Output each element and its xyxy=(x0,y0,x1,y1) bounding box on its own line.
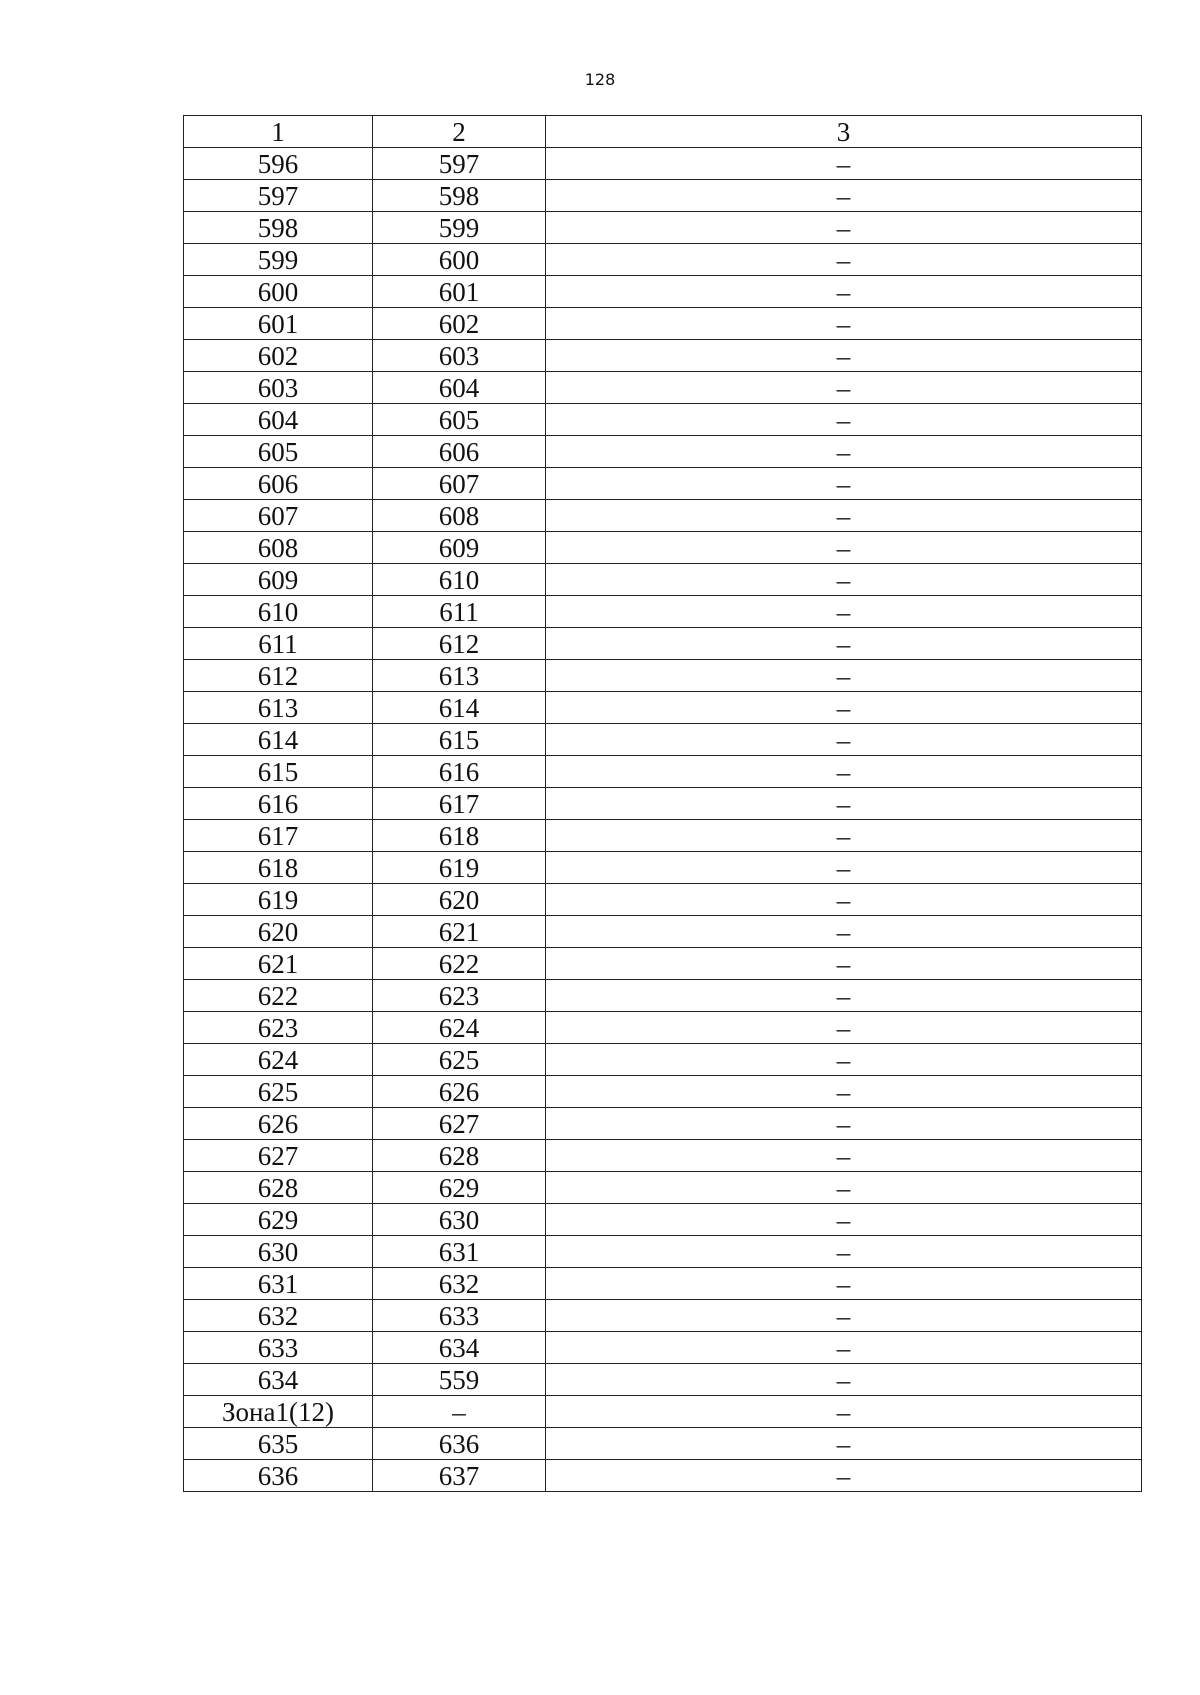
table-row xyxy=(184,532,1142,564)
table-cell-col-1: 598 xyxy=(184,212,373,244)
table-cell-col-3: – xyxy=(546,1236,1142,1268)
table-cell-col-3: – xyxy=(546,1172,1142,1204)
table-cell-col-1: 614 xyxy=(184,724,373,756)
table-row xyxy=(184,756,1142,788)
table-cell-col-2: 622 xyxy=(373,948,546,980)
table-cell-col-2: 628 xyxy=(373,1140,546,1172)
table-cell-col-3: – xyxy=(546,244,1142,276)
table-row xyxy=(184,980,1142,1012)
table-body xyxy=(184,148,1142,1492)
table-cell-col-1: 612 xyxy=(184,660,373,692)
table-cell-col-2: 605 xyxy=(373,404,546,436)
table-cell-col-3: – xyxy=(546,212,1142,244)
table-cell-col-3: – xyxy=(546,1204,1142,1236)
table-cell-col-1: 634 xyxy=(184,1364,373,1396)
table-cell-col-2: 617 xyxy=(373,788,546,820)
table-cell-col-2: 599 xyxy=(373,212,546,244)
table-cell-col-2: 619 xyxy=(373,852,546,884)
table-cell-col-2: 610 xyxy=(373,564,546,596)
table-cell-col-2: 624 xyxy=(373,1012,546,1044)
table-row xyxy=(184,916,1142,948)
table-row xyxy=(184,1332,1142,1364)
table-cell-col-3: – xyxy=(546,1332,1142,1364)
table-cell-col-2: 598 xyxy=(373,180,546,212)
table-cell-col-3: – xyxy=(546,852,1142,884)
table-row xyxy=(184,1076,1142,1108)
table-cell-col-3: – xyxy=(546,692,1142,724)
table-cell-col-1: 606 xyxy=(184,468,373,500)
table-cell-col-2: 559 xyxy=(373,1364,546,1396)
table-header-row xyxy=(184,116,1142,148)
table-cell-col-2: 601 xyxy=(373,276,546,308)
table-row xyxy=(184,180,1142,212)
table-row xyxy=(184,1108,1142,1140)
table-cell-col-1: 610 xyxy=(184,596,373,628)
table-row xyxy=(184,468,1142,500)
table-cell-col-1: 628 xyxy=(184,1172,373,1204)
table-row xyxy=(184,1044,1142,1076)
table-cell-col-1: 618 xyxy=(184,852,373,884)
table-row xyxy=(184,1300,1142,1332)
table-row xyxy=(184,660,1142,692)
table-row xyxy=(184,1428,1142,1460)
table-row xyxy=(184,948,1142,980)
table-cell-col-2: 606 xyxy=(373,436,546,468)
table-cell-col-1: 624 xyxy=(184,1044,373,1076)
page-number: 128 xyxy=(584,70,616,89)
table-cell-col-3: – xyxy=(546,500,1142,532)
table-cell-col-2: 625 xyxy=(373,1044,546,1076)
table-cell-col-3: – xyxy=(546,1012,1142,1044)
table-cell-col-3: – xyxy=(546,308,1142,340)
table-cell-col-1: 622 xyxy=(184,980,373,1012)
table-cell-col-1: 605 xyxy=(184,436,373,468)
table-cell-col-1: 597 xyxy=(184,180,373,212)
table-cell-col-3: – xyxy=(546,468,1142,500)
table-cell-col-2: 602 xyxy=(373,308,546,340)
table-row xyxy=(184,884,1142,916)
table-cell-col-1: 615 xyxy=(184,756,373,788)
table-cell-col-2: 609 xyxy=(373,532,546,564)
table-cell-col-3: – xyxy=(546,884,1142,916)
table-row xyxy=(184,1268,1142,1300)
table-cell-col-1: 636 xyxy=(184,1460,373,1492)
column-header-1: 1 xyxy=(184,116,373,148)
table-cell-col-1: 623 xyxy=(184,1012,373,1044)
table-cell-col-3: – xyxy=(546,724,1142,756)
table-row xyxy=(184,340,1142,372)
table-cell-col-3: – xyxy=(546,1428,1142,1460)
table-row xyxy=(184,1172,1142,1204)
table-row xyxy=(184,1396,1142,1428)
table-cell-col-3: – xyxy=(546,820,1142,852)
table-row xyxy=(184,628,1142,660)
table-cell-col-1: 608 xyxy=(184,532,373,564)
table-row xyxy=(184,820,1142,852)
table-cell-col-2: 603 xyxy=(373,340,546,372)
table-cell-col-3: – xyxy=(546,948,1142,980)
table-row xyxy=(184,1364,1142,1396)
table-cell-col-1: 596 xyxy=(184,148,373,180)
table-cell-col-1: 617 xyxy=(184,820,373,852)
table-cell-col-1: 611 xyxy=(184,628,373,660)
table-cell-col-1: 635 xyxy=(184,1428,373,1460)
table-cell-col-2: 636 xyxy=(373,1428,546,1460)
table-cell-col-3: – xyxy=(546,1460,1142,1492)
table-cell-col-3: – xyxy=(546,1108,1142,1140)
table-cell-col-3: – xyxy=(546,404,1142,436)
table-row xyxy=(184,1204,1142,1236)
table-cell-col-1: 600 xyxy=(184,276,373,308)
table-cell-col-3: – xyxy=(546,1300,1142,1332)
table-cell-col-3: – xyxy=(546,1076,1142,1108)
table-cell-col-2: 613 xyxy=(373,660,546,692)
table-cell-col-3: – xyxy=(546,916,1142,948)
table-cell-col-1: 627 xyxy=(184,1140,373,1172)
table-cell-col-2: 627 xyxy=(373,1108,546,1140)
table-cell-col-1: 601 xyxy=(184,308,373,340)
table-cell-col-2: 629 xyxy=(373,1172,546,1204)
table-row xyxy=(184,564,1142,596)
table-cell-col-2: 623 xyxy=(373,980,546,1012)
table-cell-col-2: 597 xyxy=(373,148,546,180)
table-cell-col-3: – xyxy=(546,628,1142,660)
table-cell-col-2: 631 xyxy=(373,1236,546,1268)
table-cell-col-3: – xyxy=(546,564,1142,596)
table-row xyxy=(184,724,1142,756)
table-cell-col-2: 632 xyxy=(373,1268,546,1300)
table-cell-col-3: – xyxy=(546,1396,1142,1428)
data-table xyxy=(183,115,1142,1492)
table-cell-col-1: 603 xyxy=(184,372,373,404)
table-row xyxy=(184,596,1142,628)
table-row xyxy=(184,1012,1142,1044)
table-cell-col-3: – xyxy=(546,660,1142,692)
table-cell-col-1: 599 xyxy=(184,244,373,276)
table-row xyxy=(184,788,1142,820)
table-cell-col-2: 637 xyxy=(373,1460,546,1492)
table-cell-col-3: – xyxy=(546,180,1142,212)
table-cell-col-1: 625 xyxy=(184,1076,373,1108)
table-cell-col-1: 621 xyxy=(184,948,373,980)
table-cell-col-3: – xyxy=(546,148,1142,180)
table-cell-col-2: 626 xyxy=(373,1076,546,1108)
table-cell-col-1: 619 xyxy=(184,884,373,916)
table-cell-col-2: – xyxy=(373,1396,546,1428)
column-header-2: 2 xyxy=(373,116,546,148)
table-cell-col-2: 616 xyxy=(373,756,546,788)
table-cell-col-2: 600 xyxy=(373,244,546,276)
table-cell-col-3: – xyxy=(546,372,1142,404)
table-row xyxy=(184,404,1142,436)
table-row xyxy=(184,852,1142,884)
table-cell-col-2: 604 xyxy=(373,372,546,404)
table-cell-col-3: – xyxy=(546,1044,1142,1076)
table-row xyxy=(184,148,1142,180)
table-cell-col-2: 612 xyxy=(373,628,546,660)
table-row xyxy=(184,276,1142,308)
table-cell-col-3: – xyxy=(546,596,1142,628)
table-cell-col-2: 634 xyxy=(373,1332,546,1364)
table-row xyxy=(184,1460,1142,1492)
table-cell-col-1: 631 xyxy=(184,1268,373,1300)
table-row xyxy=(184,1140,1142,1172)
table-cell-col-3: – xyxy=(546,1140,1142,1172)
table-cell-col-1: 609 xyxy=(184,564,373,596)
table-row xyxy=(184,308,1142,340)
table-cell-col-3: – xyxy=(546,756,1142,788)
table-cell-col-3: – xyxy=(546,532,1142,564)
table-cell-col-1: 604 xyxy=(184,404,373,436)
table-cell-col-1: 629 xyxy=(184,1204,373,1236)
table-row xyxy=(184,692,1142,724)
table-cell-col-2: 630 xyxy=(373,1204,546,1236)
table-cell-col-3: – xyxy=(546,788,1142,820)
table-cell-col-1: 616 xyxy=(184,788,373,820)
table-cell-col-2: 614 xyxy=(373,692,546,724)
column-header-3: 3 xyxy=(546,116,1142,148)
table-cell-col-3: – xyxy=(546,980,1142,1012)
table-cell-col-2: 618 xyxy=(373,820,546,852)
table-cell-col-1: 602 xyxy=(184,340,373,372)
table-cell-col-3: – xyxy=(546,340,1142,372)
table-cell-col-2: 611 xyxy=(373,596,546,628)
table-row xyxy=(184,500,1142,532)
table-row xyxy=(184,244,1142,276)
table-cell-col-1: 607 xyxy=(184,500,373,532)
table-row xyxy=(184,436,1142,468)
table-cell-col-1: 630 xyxy=(184,1236,373,1268)
table-cell-col-2: 633 xyxy=(373,1300,546,1332)
table-cell-col-1: Зона1(12) xyxy=(184,1396,373,1428)
table-cell-col-1: 620 xyxy=(184,916,373,948)
table-cell-col-1: 626 xyxy=(184,1108,373,1140)
table-cell-col-3: – xyxy=(546,436,1142,468)
table-cell-col-2: 608 xyxy=(373,500,546,532)
table-cell-col-1: 632 xyxy=(184,1300,373,1332)
table-cell-col-2: 615 xyxy=(373,724,546,756)
table-row xyxy=(184,372,1142,404)
table-cell-col-3: – xyxy=(546,1268,1142,1300)
table-cell-col-2: 607 xyxy=(373,468,546,500)
table-cell-col-1: 613 xyxy=(184,692,373,724)
table-row xyxy=(184,212,1142,244)
table-cell-col-3: – xyxy=(546,276,1142,308)
table-cell-col-1: 633 xyxy=(184,1332,373,1364)
table-cell-col-2: 620 xyxy=(373,884,546,916)
table-row xyxy=(184,1236,1142,1268)
table-cell-col-3: – xyxy=(546,1364,1142,1396)
table-cell-col-2: 621 xyxy=(373,916,546,948)
